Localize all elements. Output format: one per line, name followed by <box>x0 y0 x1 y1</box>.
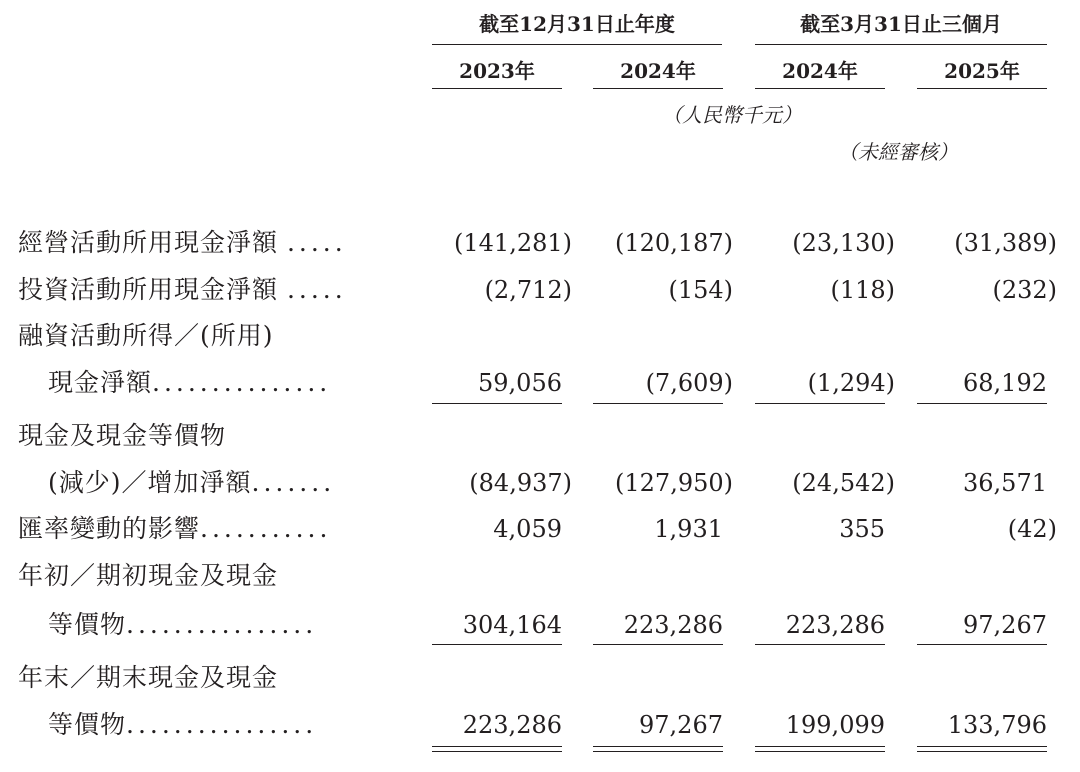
year-2025-q1-header: 2025年 <box>944 59 1020 83</box>
cell-financing-2024: (7,609) <box>645 369 733 397</box>
year-2025-q1-rule <box>917 88 1047 89</box>
row-label-operating <box>18 226 347 260</box>
subtotal-rule <box>432 644 562 645</box>
year-2024-header: 2024年 <box>620 59 696 83</box>
header-group-q1-rule <box>755 44 1047 45</box>
unit-note: （人民幣千元） <box>662 103 802 127</box>
year-2024-rule <box>593 88 723 89</box>
total-double-rule <box>755 746 885 752</box>
row-label-net-change-2 <box>48 466 335 500</box>
row-label-investing <box>18 273 347 307</box>
row-label-text: 經營活動所用現金淨額 <box>18 228 279 257</box>
year-2024-q1-rule <box>755 88 885 89</box>
cell-opening-2023: 304,164 <box>462 611 562 639</box>
leader-dots: ................ <box>126 710 318 739</box>
cell-net-change-2025-q1: 36,571 <box>963 469 1047 497</box>
row-label-net-change-1 <box>18 419 226 453</box>
row-label-text: 投資活動所用現金淨額 <box>18 275 279 304</box>
unaudited-note: （未經審核） <box>838 140 958 164</box>
leader-dots: ............... <box>152 368 332 397</box>
row-label-text: (減少)／增加淨額 <box>48 468 252 497</box>
cell-investing-2023: (2,712) <box>484 276 572 304</box>
cell-fx-2024: 1,931 <box>654 515 723 543</box>
leader-dots: ..... <box>286 228 347 257</box>
cell-net-change-2023: (84,937) <box>469 469 572 497</box>
cell-closing-2024-q1: 199,099 <box>785 711 885 739</box>
row-label-text: 現金及現金等價物 <box>18 421 227 450</box>
cell-financing-2023: 59,056 <box>478 369 562 397</box>
cell-opening-2024: 223,286 <box>623 611 723 639</box>
row-label-financing-2 <box>48 366 331 400</box>
row-label-closing-1 <box>18 661 278 695</box>
leader-dots: ..... <box>286 275 347 304</box>
leader-dots: ................ <box>126 610 318 639</box>
leader-dots: ........... <box>200 514 332 543</box>
cell-closing-2024: 97,267 <box>639 711 723 739</box>
row-label-text: 融資活動所得／(所用) <box>18 321 274 350</box>
cell-fx-2023: 4,059 <box>493 515 562 543</box>
cell-operating-2023: (141,281) <box>454 229 572 257</box>
cell-net-change-2024-q1: (24,542) <box>792 469 895 497</box>
year-2024-q1-header: 2024年 <box>782 59 858 83</box>
cell-closing-2023: 223,286 <box>462 711 562 739</box>
cell-opening-2024-q1: 223,286 <box>785 611 885 639</box>
year-2023-header: 2023年 <box>459 59 535 83</box>
cell-fx-2024-q1: 355 <box>839 515 885 543</box>
cell-operating-2024-q1: (23,130) <box>792 229 895 257</box>
header-group-q1: 截至3月31日止三個月 <box>800 12 1002 36</box>
cell-operating-2025-q1: (31,389) <box>954 229 1057 257</box>
cell-financing-2025-q1: 68,192 <box>963 369 1047 397</box>
cell-operating-2024: (120,187) <box>615 229 733 257</box>
subtotal-rule <box>917 644 1047 645</box>
cell-financing-2024-q1: (1,294) <box>807 369 895 397</box>
subtotal-rule <box>917 403 1047 404</box>
row-label-text: 匯率變動的影響 <box>18 514 201 543</box>
row-label-opening-1 <box>18 559 278 593</box>
header-group-fy: 截至12月31日止年度 <box>479 12 675 36</box>
subtotal-rule <box>593 403 723 404</box>
header-group-fy-rule <box>432 44 722 45</box>
subtotal-rule <box>755 403 885 404</box>
year-2023-rule <box>432 88 562 89</box>
cell-fx-2025-q1: (42) <box>1007 515 1057 543</box>
subtotal-rule <box>432 403 562 404</box>
total-double-rule <box>432 746 562 752</box>
row-label-closing-2 <box>48 708 317 742</box>
total-double-rule <box>917 746 1047 752</box>
cell-net-change-2024: (127,950) <box>615 469 733 497</box>
row-label-financing-1 <box>18 319 274 353</box>
total-double-rule <box>593 746 723 752</box>
row-label-opening-2 <box>48 608 317 642</box>
row-label-fx <box>18 512 331 546</box>
cell-opening-2025-q1: 97,267 <box>963 611 1047 639</box>
cell-investing-2024: (154) <box>668 276 733 304</box>
row-label-text: 現金淨額 <box>48 368 153 397</box>
row-label-text: 年末／期末現金及現金 <box>18 663 279 692</box>
cell-closing-2025-q1: 133,796 <box>947 711 1047 739</box>
cell-investing-2024-q1: (118) <box>830 276 895 304</box>
row-label-text: 年初／期初現金及現金 <box>18 561 279 590</box>
leader-dots: ....... <box>251 468 336 497</box>
subtotal-rule <box>593 644 723 645</box>
row-label-text: 等價物 <box>48 610 127 639</box>
row-label-text: 等價物 <box>48 710 127 739</box>
subtotal-rule <box>755 644 885 645</box>
cell-investing-2025-q1: (232) <box>992 276 1057 304</box>
